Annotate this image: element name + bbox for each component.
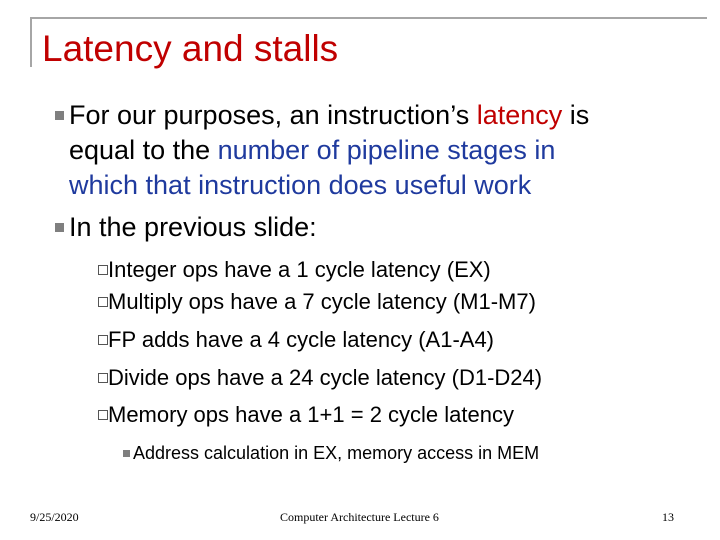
footer-course: Computer Architecture Lecture 6: [280, 510, 439, 524]
bullet-text: For our purposes, an instruction’s: [69, 100, 477, 130]
bullet-text: equal to the: [69, 135, 218, 165]
sub-bullet-text: FP adds have a 4 cycle latency (A1-A4): [108, 327, 495, 352]
square-bullet-icon: [55, 111, 64, 120]
sub-bullet-text: Memory ops have a 1+1 = 2 cycle latency: [108, 402, 514, 427]
square-bullet-icon: [123, 450, 130, 457]
hollow-square-bullet-icon: [98, 335, 108, 345]
highlight-latency: latency: [476, 100, 563, 130]
footer-date: 9/25/2020: [30, 510, 79, 524]
title-frame-left: [30, 17, 32, 67]
hollow-square-bullet-icon: [98, 297, 108, 307]
hollow-square-bullet-icon: [98, 265, 108, 275]
highlight-useful-work: which that instruction does useful work: [69, 170, 532, 200]
title-frame-top: [30, 17, 707, 19]
square-bullet-icon: [55, 223, 64, 232]
hollow-square-bullet-icon: [98, 373, 108, 383]
sub-bullet-text: Integer ops have a 1 cycle latency (EX): [108, 257, 491, 282]
highlight-stages: number of pipeline stages in: [217, 135, 556, 165]
footer-page-number: 13: [662, 510, 674, 524]
bullet-text: In the previous slide:: [69, 212, 317, 242]
sub-bullet-text: Multiply ops have a 7 cycle latency (M1-M7): [108, 289, 536, 314]
slide-title: Latency and stalls: [42, 28, 339, 69]
sub-bullet-text: Divide ops have a 24 cycle latency (D1-D24): [108, 365, 543, 390]
hollow-square-bullet-icon: [98, 410, 108, 420]
subsub-bullet-text: Address calculation in EX, memory access in MEM: [133, 443, 540, 463]
bullet-text: is: [562, 100, 590, 130]
